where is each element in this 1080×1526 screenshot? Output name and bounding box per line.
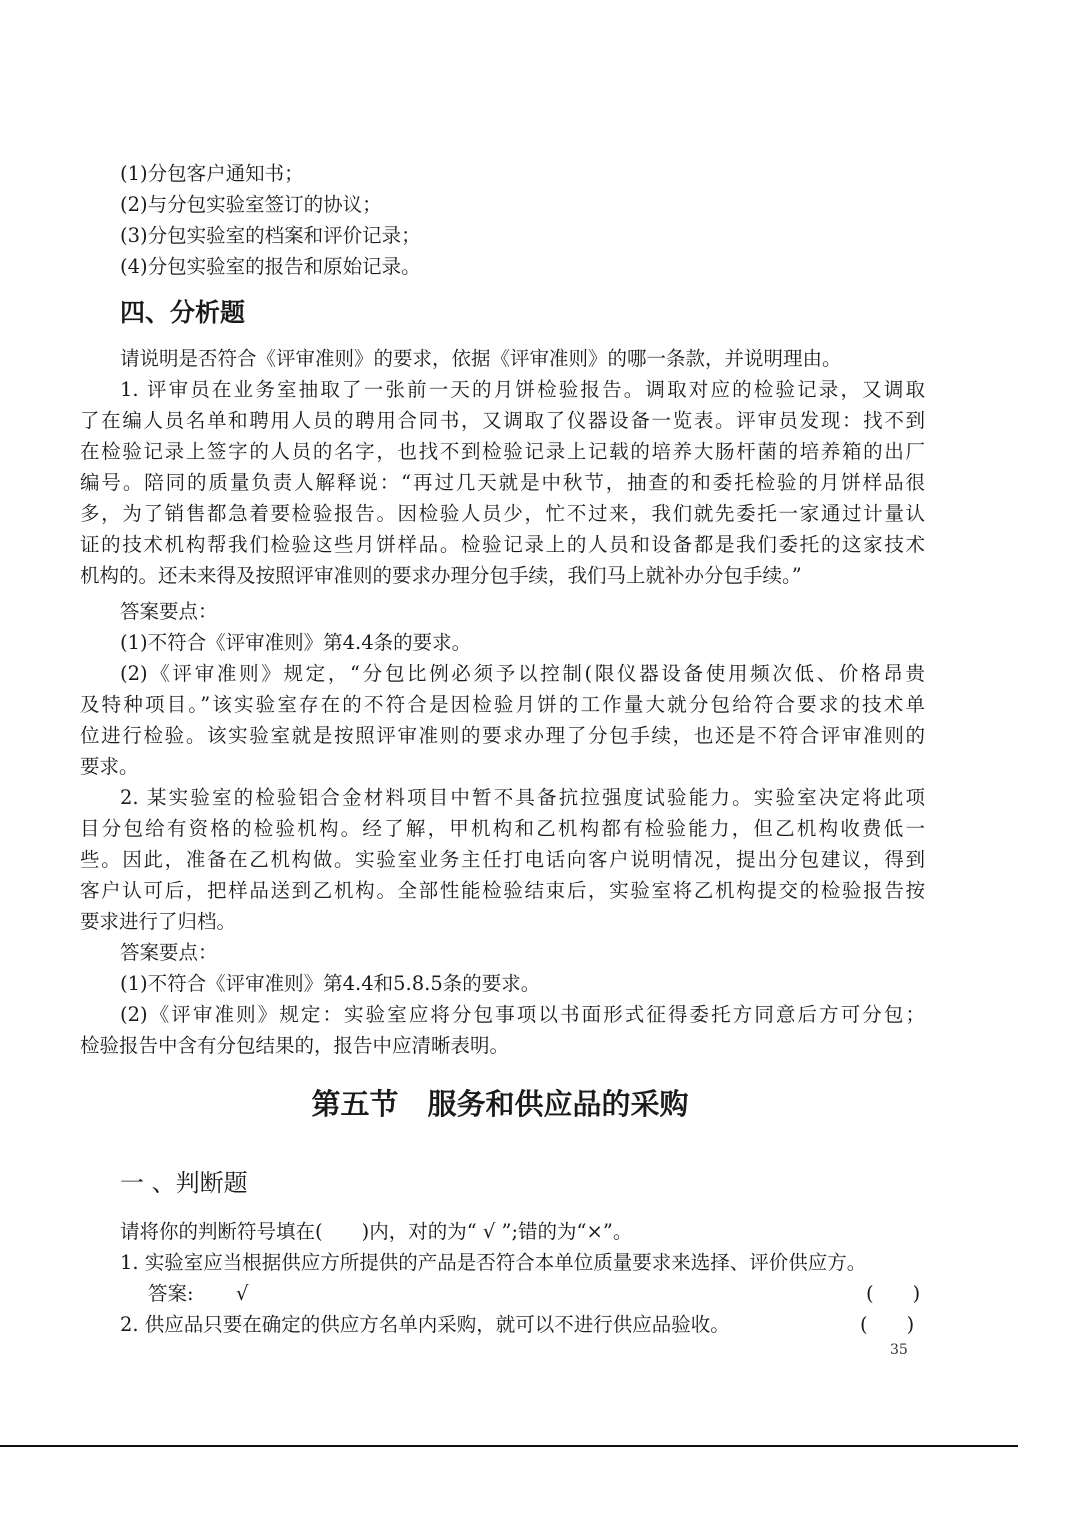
q2-line-1: 2. 某实验室的检验铝合金材料项目中暂不具备抗拉强度试验能力。实验室决定将此项 xyxy=(120,786,925,809)
judgment-q1-blank: ( ) xyxy=(866,1282,921,1305)
judgment-q2: 2. 供应品只要在确定的供应方名单内采购，就可以不进行供应品验收。 xyxy=(120,1313,730,1336)
bottom-rule xyxy=(0,1445,1018,1447)
answer1-point2-line-2: 及特种项目。”该实验室存在的不符合是因检验月饼的工作量大就分包给符合要求的技术单 xyxy=(80,693,925,716)
q1-line-3: 在检验记录上签字的人员的名字，也找不到检验记录上记载的培养大肠杆菌的培养箱的出厂 xyxy=(80,440,925,463)
q1-line-7: 机构的。还未来得及按照评审准则的要求办理分包手续，我们马上就补办分包手续。” xyxy=(80,564,802,587)
q1-line-4: 编号。陪同的质量负责人解释说：“再过几天就是中秋节，抽查的和委托检验的月饼样品很 xyxy=(80,471,925,494)
judgment-q2-blank: ( ) xyxy=(860,1313,915,1336)
judgment-instruction: 请将你的判断符号填在( )内，对的为“ √ ”;错的为“×”。 xyxy=(120,1220,633,1243)
analysis-intro: 请说明是否符合《评审准则》的要求，依据《评审准则》的哪一条款，并说明理由。 xyxy=(120,347,842,370)
answer1-point2-line-3: 位进行检验。该实验室就是按照评审准则的要求办理了分包手续，也还是不符合评审准则的 xyxy=(80,724,925,747)
answer1-point2-line-4: 要求。 xyxy=(80,755,139,778)
answer1-point1: (1)不符合《评审准则》第4.4条的要求。 xyxy=(120,631,472,654)
q2-line-3: 些。因此，准备在乙机构做。实验室业务主任打电话向客户说明情况，提出分包建议，得到 xyxy=(80,848,925,871)
judgment-q1: 1. 实验室应当根据供应方所提供的产品是否符合本单位质量要求来选择、评价供应方。 xyxy=(120,1251,867,1274)
q2-line-2: 目分包给有资格的检验机构。经了解，甲机构和乙机构都有检验能力，但乙机构收费低一 xyxy=(80,817,925,840)
answer1-title: 答案要点： xyxy=(120,600,218,623)
list-item-3: (3)分包实验室的档案和评价记录； xyxy=(120,224,421,247)
q1-line-2: 了在编人员名单和聘用人员的聘用合同书，又调取了仪器设备一览表。评审员发现：找不到 xyxy=(80,409,925,432)
answer2-point2-line-2: 检验报告中含有分包结果的，报告中应清晰表明。 xyxy=(80,1034,510,1057)
section-heading-analysis: 四、分析题 xyxy=(120,298,246,327)
answer2-title: 答案要点： xyxy=(120,941,218,964)
list-item-4: (4)分包实验室的报告和原始记录。 xyxy=(120,255,421,278)
list-item-1: (1)分包客户通知书； xyxy=(120,162,304,185)
answer2-point2-line-1: (2)《评审准则》规定：实验室应将分包事项以书面形式征得委托方同意后方可分包； xyxy=(120,1003,925,1026)
q2-line-5: 要求进行了归档。 xyxy=(80,910,237,933)
answer-label: 答案: xyxy=(148,1282,194,1305)
section-heading-judgment: 一 、判断题 xyxy=(120,1169,248,1197)
answer-check: √ xyxy=(235,1282,249,1305)
list-item-2: (2)与分包实验室签订的协议； xyxy=(120,193,382,216)
page-number: 35 xyxy=(890,1342,908,1358)
q1-line-1: 1. 评审员在业务室抽取了一张前一天的月饼检验报告。调取对应的检验记录，又调取 xyxy=(120,378,925,401)
q2-line-4: 客户认可后，把样品送到乙机构。全部性能检验结束后，实验室将乙机构提交的检验报告按 xyxy=(80,879,925,902)
answer2-point1: (1)不符合《评审准则》第4.4和5.8.5条的要求。 xyxy=(120,972,541,995)
q1-line-5: 多，为了销售都急着要检验报告。因检验人员少，忙不过来，我们就先委托一家通过计量认 xyxy=(80,502,925,525)
answer1-point2-line-1: (2)《评审准则》规定，“分包比例必须予以控制(限仪器设备使用频次低、价格昂贵 xyxy=(120,662,925,685)
q1-line-6: 证的技术机构帮我们检验这些月饼样品。检验记录上的人员和设备都是我们委托的这家技术 xyxy=(80,533,925,556)
section-title: 第五节 服务和供应品的采购 xyxy=(311,1087,689,1121)
